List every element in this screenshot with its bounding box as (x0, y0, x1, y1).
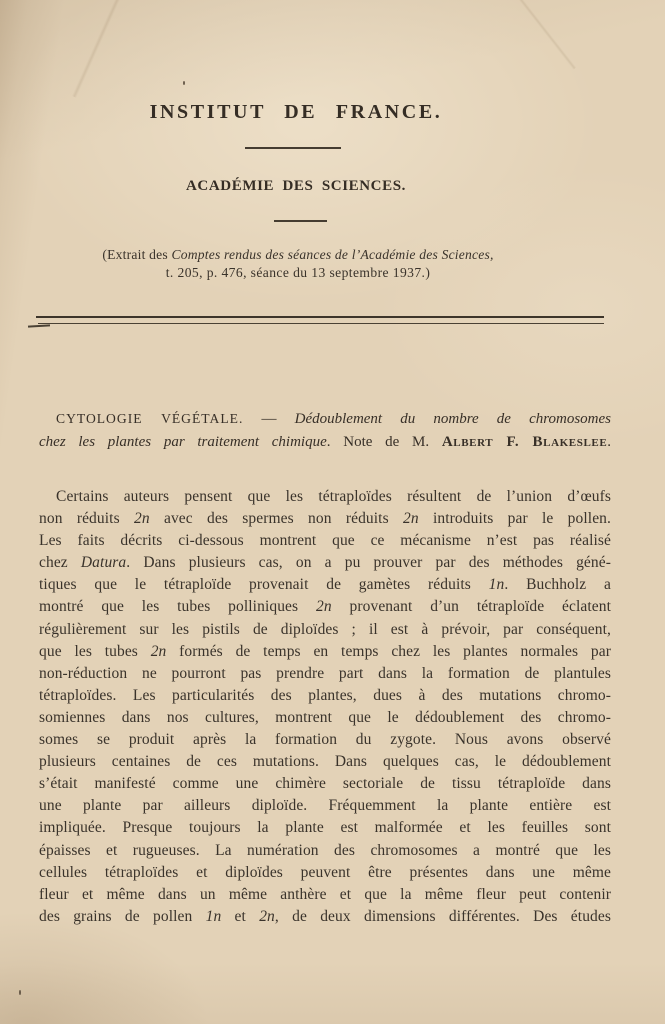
citation-prefix: (Extrait des (102, 247, 172, 262)
body-line: Certains auteurs pensent que les tétraploïdes résultent de l’union d’œufs (56, 488, 611, 505)
masthead-academy: ACADÉMIE DES SCIENCES. (186, 178, 406, 194)
body-line: une plante par ailleurs diploïde. Fréquemment la plante entière est (39, 797, 611, 815)
discipline-label: CYTOLOGIE VÉGÉTALE. (56, 411, 244, 426)
body-line: impliquée. Presque toujours la plante est malformée et les feuilles sont (39, 819, 611, 837)
body-line: somiennes dans nos cultures, montrent que le dédoublement des chromo- (39, 708, 611, 726)
author-suffix: . (607, 434, 612, 450)
body-line: s’était manifesté comme une chimère sectoriale de tissu tétraploïde dans (39, 775, 611, 793)
paper-crease (72, 0, 125, 98)
heading-separator: — (243, 411, 295, 427)
ink-speck (183, 81, 185, 85)
body-line: non-réduction ne pourront pas prendre part dans la formation de plantules (39, 664, 611, 682)
article-heading (39, 407, 611, 454)
author-name: Albert F. Blakeslee (441, 434, 608, 450)
masthead-divider-rule (245, 147, 341, 149)
article-heading-line-2 (39, 431, 611, 454)
paper-crease (518, 0, 577, 70)
body-line: que les tubes 2n formés de temps en temps chez les plantes normales par (39, 642, 611, 660)
body-line: montré que les tubes polliniques 2n provenant d’un tétraploïde éclatent (39, 598, 611, 616)
body-line: somes se produit après la formation du zygote. Nous avons observé (39, 731, 611, 749)
academy-divider-rule (274, 220, 327, 222)
body-line: Les faits décrits ci-dessous montrent que ce mécanisme n’est pas réalisé (39, 532, 611, 550)
body-line: tiques que le tétraploïde provenait de gamètes réduits 1n. Buchholz a (39, 576, 612, 594)
masthead-institution: INSTITUT DE FRANCE. (149, 101, 443, 123)
section-double-rule-top (36, 316, 604, 318)
body-line: non réduits 2n avec des spermes non réduits 2n introduits par le pollen. (39, 510, 611, 528)
citation-line-1 (0, 247, 596, 263)
body-line: épaisses et rugueuses. La numération des chromosomes a montré que les (39, 841, 611, 859)
article-title-part-1: Dédoublement du nombre de chromosomes (294, 411, 611, 427)
body-line: fleur et même dans un même anthère et que la même fleur peut contenir (39, 885, 611, 903)
ink-speck (19, 990, 21, 995)
body-line: des grains de pollen 1n et 2n, de deux dimensions différentes. Des études (39, 907, 612, 925)
section-double-rule-bottom (38, 323, 604, 324)
body-line: plusieurs centaines de ces mutations. Dans quelques cas, le dédoublement (39, 753, 611, 771)
body-line: chez Datura. Dans plusieurs cas, on a pu prouver par des méthodes géné- (39, 554, 611, 572)
body-line: cellules tétraploïdes et diploïdes peuvent être présentes dans une même (39, 863, 611, 881)
article-title-part-2: chez les plantes par traitement chimique (39, 434, 327, 450)
article-heading-line-1 (39, 407, 611, 431)
body-line: tétraploïdes. Les particularités des plantes, dues à des mutations chromo- (39, 686, 611, 704)
citation-journal-title: Comptes rendus des séances de l’Académie des Sciences, (171, 247, 494, 262)
note-label: . Note de M. (326, 434, 442, 450)
body-text (39, 486, 611, 928)
citation-line-2: t. 205, p. 476, séance du 13 septembre 1937.) (165, 265, 431, 280)
rule-print-artifact (28, 324, 50, 327)
body-line: régulièrement sur les pistils de diploïdes ; il est à prévoir, par conséquent, (39, 620, 611, 638)
